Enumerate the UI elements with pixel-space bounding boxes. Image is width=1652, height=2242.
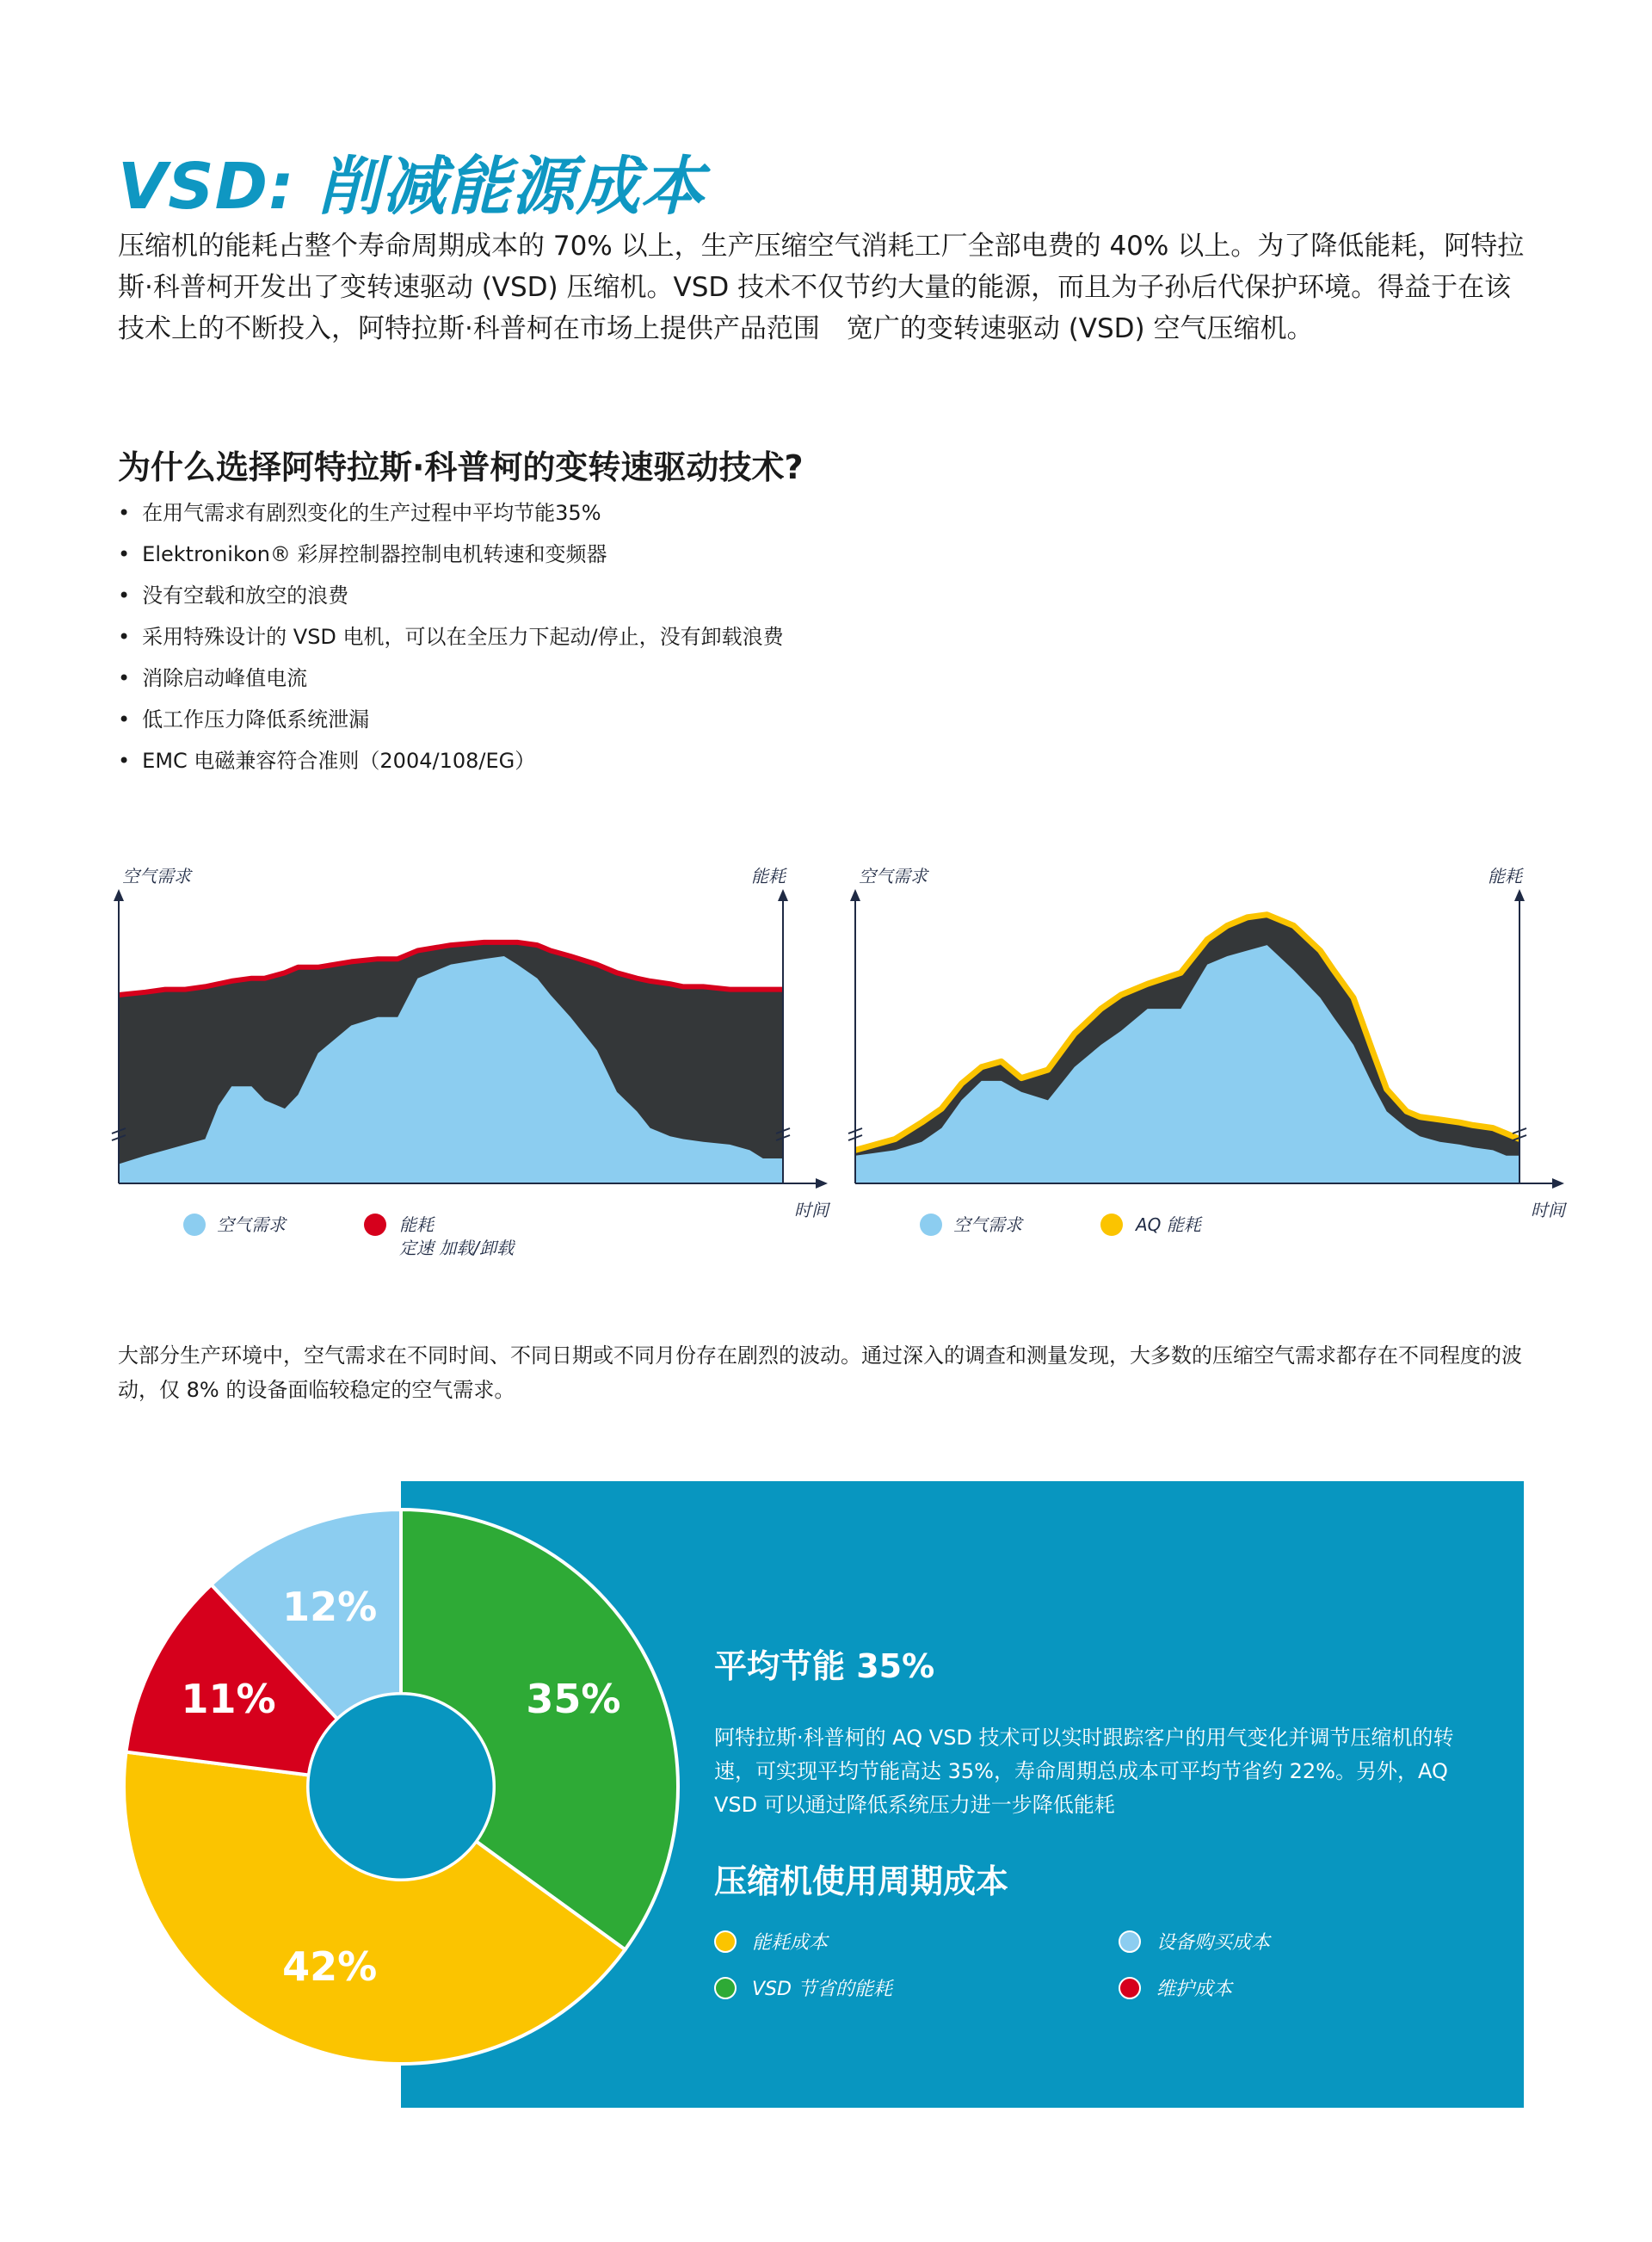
legend-energy-sub: 定速 加载/卸载 — [399, 1238, 515, 1258]
y-axis-arrow — [114, 889, 124, 901]
feature-item: • 低工作压力降低系统泄漏 — [118, 699, 784, 740]
x-axis-arrow — [816, 1178, 828, 1189]
panel-subheading: 压缩机使用周期成本 — [714, 1862, 1009, 1900]
legend-item-energy-cost — [714, 1928, 828, 1955]
y-axis-arrow — [850, 889, 860, 901]
panel-paragraph: 阿特拉斯·科普柯的 AQ VSD 技术可以实时跟踪客户的用气变化并调节压缩机的转速，可实现平均节能高达 35%，寿命周期总成本可平均节省约 22%。另外，AQ VSD 可以通过降低系统压力进一步降低能耗 — [714, 1726, 1454, 1817]
legend-air-demand: 空气需求 — [953, 1214, 1022, 1235]
lifecycle-cost-donut — [120, 1506, 688, 2091]
legend-label: 维护成本 — [1156, 1979, 1233, 2000]
legend-item-vsd-savings — [714, 1974, 892, 2001]
feature-item: • EMC 电磁兼容符合准则（2004/108/EG） — [118, 740, 784, 781]
legend-label: VSD 节省的能耗 — [752, 1979, 892, 2000]
donut-label: 11% — [181, 1675, 276, 1722]
page-title: VSD: 削减能源成本 — [118, 150, 706, 224]
legend-dot-light-blue — [1119, 1930, 1141, 1953]
legend-label: 设备购买成本 — [1156, 1932, 1271, 1954]
intro-paragraph: 压缩机的能耗占整个寿命周期成本的 70% 以上，生产压缩空气消耗工厂全部电费的 40% 以上。为了降低能耗，阿特拉斯·科普柯开发出了变转速驱动 (VSD) 压缩机。VSD 技术不仅节约大量的能源，而且为子孙后代保护环境。得益于在该技术上的不断投入，阿特拉斯·科普柯在市场上提供产品范围 宽广的变转速驱动 (VSD) 空气压缩机。 — [118, 231, 1525, 344]
feature-item: • 消除启动峰值电流 — [118, 658, 784, 699]
x-axis-label: 时间 — [794, 1200, 829, 1220]
y2-axis-label: 能耗 — [1488, 866, 1522, 886]
legend-item-purchase-cost — [1119, 1928, 1270, 1955]
legend-dot-green — [714, 1977, 737, 1999]
donut-label: 35% — [526, 1675, 621, 1722]
chart-vsd — [848, 866, 1568, 1236]
feature-item: • 在用气需求有剧烈变化的生产过程中平均节能35% — [118, 492, 784, 534]
x-axis-arrow — [1552, 1178, 1564, 1189]
legend-label: 能耗成本 — [752, 1932, 829, 1954]
legend-dot-yellow — [714, 1930, 737, 1953]
legend-air-demand-dot — [183, 1214, 206, 1236]
legend-aq-energy: AQ 能耗 — [1136, 1214, 1201, 1235]
feature-item: • 采用特殊设计的 VSD 电机，可以在全压力下起动/停止，没有卸载浪费 — [118, 616, 784, 658]
x-axis-label: 时间 — [1531, 1200, 1565, 1220]
y2-axis-label: 能耗 — [751, 866, 786, 886]
panel-content — [714, 1640, 1471, 1902]
y-axis-label: 空气需求 — [859, 866, 928, 886]
feature-item: • 没有空载和放空的浪费 — [118, 575, 784, 616]
why-heading: 为什么选择阿特拉斯·科普柯的变转速驱动技术? — [118, 448, 804, 486]
y-axis-label: 空气需求 — [122, 866, 191, 886]
y2-axis-arrow — [1514, 889, 1525, 901]
y2-axis-arrow — [778, 889, 788, 901]
cost-legend — [714, 1928, 1471, 2031]
legend-energy-dot — [364, 1214, 386, 1236]
legend-item-maintenance-cost — [1119, 1974, 1232, 2001]
donut-hole — [308, 1694, 494, 1880]
legend-dot-red — [1119, 1977, 1141, 1999]
feature-item: • Elektronikon® 彩屏控制器控制电机转速和变频器 — [118, 534, 784, 575]
donut-label: 42% — [282, 1943, 378, 1991]
feature-list — [118, 492, 784, 781]
legend-aq-energy-dot — [1100, 1214, 1123, 1236]
legend-energy: 能耗 — [399, 1214, 434, 1235]
demand-note: 大部分生产环境中，空气需求在不同时间、不同日期或不同月份存在剧烈的波动。通过深入的调查和测量发现，大多数的压缩空气需求都存在不同程度的波动，仅 8% 的设备面临较稳定的空气需求。 — [118, 1343, 1522, 1402]
demand-charts — [103, 856, 1583, 1269]
panel-heading: 平均节能 35% — [714, 1647, 935, 1685]
chart-fixed-speed — [112, 866, 831, 1258]
legend-air-demand-dot — [920, 1214, 942, 1236]
legend-air-demand: 空气需求 — [217, 1214, 286, 1235]
donut-label: 12% — [282, 1583, 378, 1630]
